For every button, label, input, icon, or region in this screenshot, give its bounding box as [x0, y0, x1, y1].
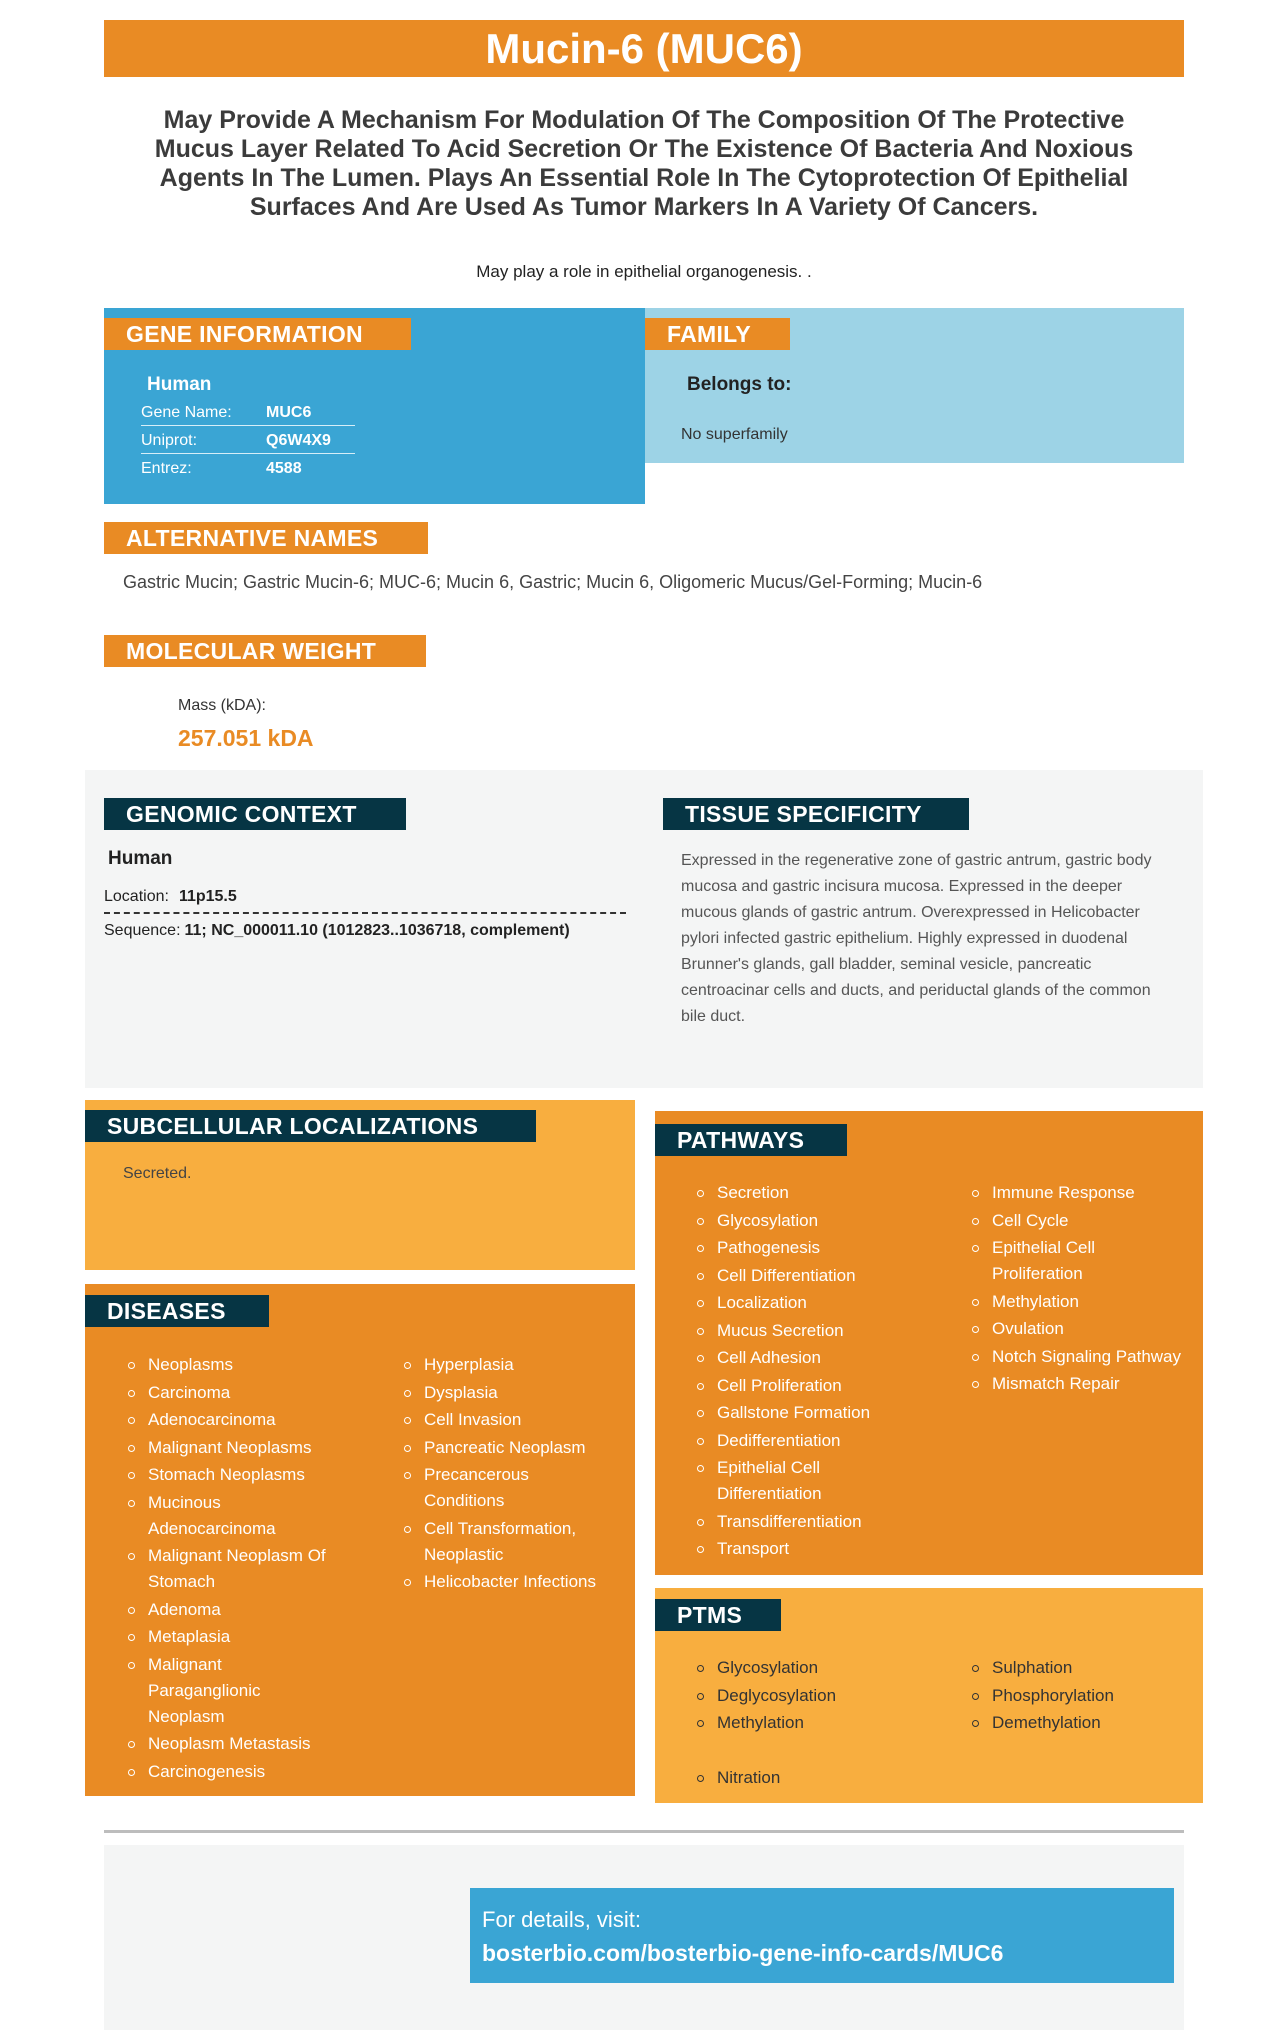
list-item: Carcinoma — [128, 1380, 388, 1406]
details-box — [470, 1888, 1174, 1983]
list-item: Cell Invasion — [404, 1407, 624, 1433]
list-item: Cell Cycle — [972, 1208, 1197, 1234]
list-item: Precancerous Conditions — [404, 1462, 554, 1514]
list-item: Metaplasia — [128, 1624, 388, 1650]
list-item: Localization — [697, 1290, 957, 1316]
genomic-sequence — [104, 922, 570, 940]
list-item: Neoplasms — [128, 1352, 388, 1378]
list-item: Malignant Neoplasm Of Stomach — [128, 1543, 328, 1595]
list-item: Pancreatic Neoplasm — [404, 1435, 624, 1461]
gene-name-row — [141, 399, 355, 426]
list-item: Transdifferentiation — [697, 1509, 957, 1535]
list-item: Cell Differentiation — [697, 1263, 957, 1289]
list-item: Mucinous Adenocarcinoma — [128, 1490, 278, 1542]
molecular-weight-heading: MOLECULAR WEIGHT — [104, 635, 426, 667]
protein-subtitle: May play a role in epithelial organogenesis. . — [476, 262, 812, 281]
diseases-heading: DISEASES — [85, 1295, 269, 1327]
list-item: Cell Transformation, Neoplastic — [404, 1516, 594, 1568]
list-item: Immune Response — [972, 1180, 1197, 1206]
list-item: Glycosylation — [697, 1655, 937, 1681]
list-item: Adenoma — [128, 1597, 388, 1623]
entrez-row — [141, 455, 355, 482]
tissue-specificity-heading: TISSUE SPECIFICITY — [663, 798, 969, 830]
list-item: Cell Proliferation — [697, 1373, 957, 1399]
family-belongs-label: Belongs to: — [687, 374, 792, 395]
uniprot-label: Uniprot: — [141, 432, 198, 449]
list-item: Notch Signaling Pathway — [972, 1344, 1197, 1370]
list-item: Cell Adhesion — [697, 1345, 957, 1371]
page-title: Mucin-6 (MUC6) — [104, 20, 1184, 77]
pathways-heading: PATHWAYS — [655, 1124, 847, 1156]
protein-summary: May Provide A Mechanism For Modulation Of The Composition Of The Protective Mucus Layer Related To Acid Secretion Or The Existence Of Bacteria And Noxious Agents In The Lumen. Plays An Essential Role In The Cytoprotection Of Epithelial Surfaces And Are Used As Tumor Markers In A Variety Of Cancers. — [154, 106, 1134, 221]
list-item: Dysplasia — [404, 1380, 624, 1406]
gene-name-label: Gene Name: — [141, 404, 232, 421]
list-item: Demethylation — [972, 1710, 1192, 1736]
list-item: Stomach Neoplasms — [128, 1462, 388, 1488]
alternative-names-heading: ALTERNATIVE NAMES — [104, 522, 428, 554]
entrez-value: 4588 — [266, 460, 302, 477]
list-item: Malignant Paraganglionic Neoplasm — [128, 1652, 268, 1730]
list-item: Gallstone Formation — [697, 1400, 957, 1426]
list-item: Carcinogenesis — [128, 1759, 388, 1785]
gene-information-heading: GENE INFORMATION — [104, 318, 411, 350]
list-item: Epithelial Cell Proliferation — [972, 1235, 1112, 1287]
uniprot-value: Q6W4X9 — [266, 432, 331, 449]
diseases-list-left — [128, 1352, 388, 1786]
list-item: Methylation — [972, 1289, 1197, 1315]
list-item: Dedifferentiation — [697, 1428, 957, 1454]
footer-divider — [104, 1830, 1184, 1833]
details-visit-label: For details, visit: — [482, 1907, 641, 1932]
location-label: Location: — [104, 888, 169, 905]
genomic-species: Human — [108, 848, 173, 869]
list-item: Hyperplasia — [404, 1352, 624, 1378]
list-item: Nitration — [697, 1765, 937, 1791]
tissue-specificity-text: Expressed in the regenerative zone of gastric antrum, gastric body mucosa and gastric incisura mucosa. Expressed in the deeper mucous glands of gastric antrum. Overexpressed in Helicobacter pylori infected gastric epithelium. Highly expressed in duodenal Brunner's glands, gall bladder, seminal vesicle, pancreatic centroacinar cells and ducts, and periductal glands of the common bile duct. — [681, 852, 1152, 1025]
alternative-names-text: Gastric Mucin; Gastric Mucin-6; MUC-6; Mucin 6, Gastric; Mucin 6, Oligomeric Mucus/Gel-Forming; Mucin-6 — [123, 572, 983, 592]
list-item: Adenocarcinoma — [128, 1407, 388, 1433]
ptms-list-right — [972, 1655, 1192, 1738]
pathways-list-left — [697, 1180, 957, 1564]
entrez-label: Entrez: — [141, 460, 192, 477]
list-item: Mismatch Repair — [972, 1371, 1197, 1397]
genomic-context-heading: GENOMIC CONTEXT — [104, 798, 406, 830]
genomic-location — [104, 888, 626, 914]
ptms-heading: PTMS — [655, 1599, 781, 1631]
list-item: Sulphation — [972, 1655, 1192, 1681]
list-item: Ovulation — [972, 1316, 1197, 1342]
family-heading: FAMILY — [645, 318, 790, 350]
list-item: Neoplasm Metastasis — [128, 1731, 388, 1757]
list-item: Mucus Secretion — [697, 1318, 957, 1344]
subcellular-text: Secreted. — [123, 1165, 192, 1182]
details-url-link[interactable]: bosterbio.com/bosterbio-gene-info-cards/MUC6 — [482, 1940, 1004, 1966]
list-item: Phosphorylation — [972, 1683, 1192, 1709]
mass-label: Mass (kDA): — [178, 697, 266, 714]
ptms-list-left — [697, 1655, 937, 1738]
sequence-label: Sequence: — [104, 922, 181, 939]
gene-species: Human — [147, 374, 212, 395]
family-value: No superfamily — [681, 426, 788, 443]
list-item: Methylation — [697, 1710, 937, 1736]
ptms-list-extra — [697, 1765, 937, 1793]
list-item: Deglycosylation — [697, 1683, 937, 1709]
diseases-list-right — [404, 1352, 624, 1597]
pathways-list-right — [972, 1180, 1197, 1399]
gene-name-value: MUC6 — [266, 404, 312, 421]
list-item: Transport — [697, 1536, 957, 1562]
list-item: Helicobacter Infections — [404, 1569, 624, 1595]
mass-value: 257.051 kDA — [178, 725, 314, 751]
list-item: Pathogenesis — [697, 1235, 957, 1261]
sequence-value: 11; NC_000011.10 (1012823..1036718, complement) — [184, 922, 570, 939]
list-item: Malignant Neoplasms — [128, 1435, 388, 1461]
list-item: Glycosylation — [697, 1208, 957, 1234]
uniprot-row — [141, 427, 355, 454]
list-item: Epithelial Cell Differentiation — [697, 1455, 847, 1507]
subcellular-heading: SUBCELLULAR LOCALIZATIONS — [85, 1110, 536, 1142]
list-item: Secretion — [697, 1180, 957, 1206]
location-value: 11p15.5 — [178, 888, 237, 905]
